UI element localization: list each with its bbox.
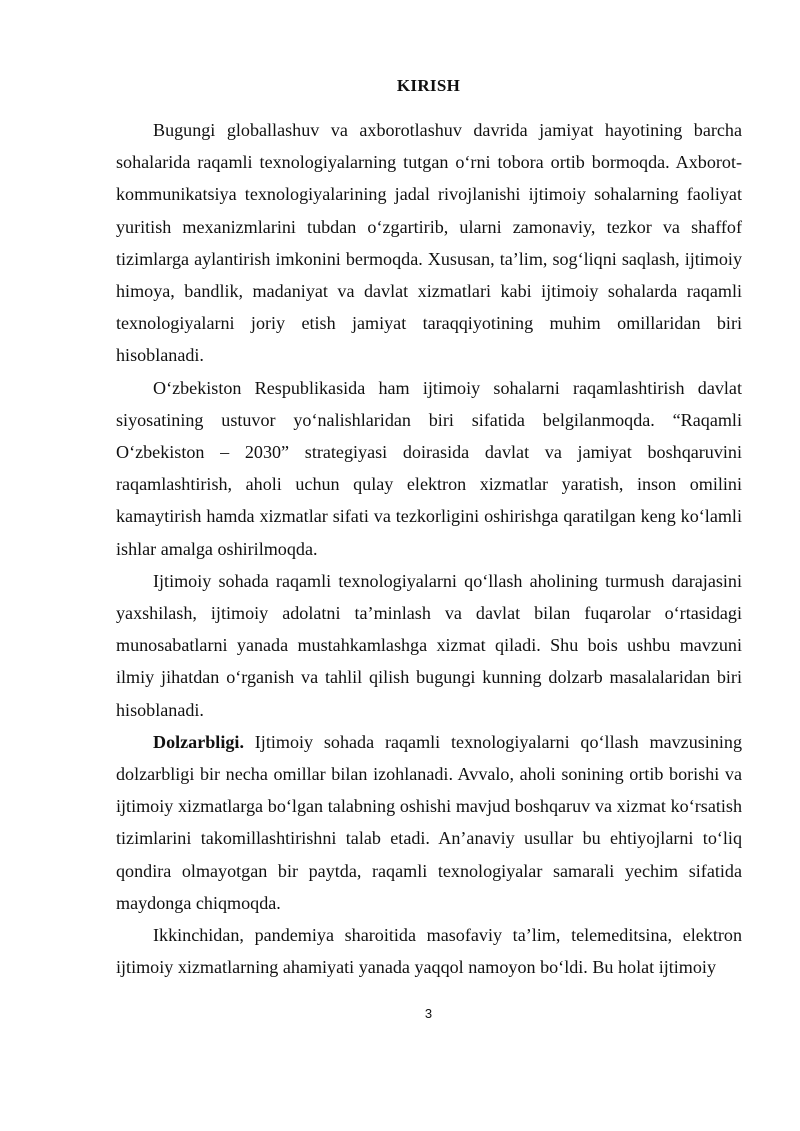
paragraph-text: Ijtimoiy sohada raqamli texnologiyalarni qo‘llash mavzusining dolzarbligi bir necha omillar bilan izohlanadi. Avvalo, aholi sonining ortib borishi va ijtimoiy xizmatlarga bo‘lgan talabning oshishi mavjud boshqaruv va xizmat ko‘rsatish tizimlarini takomillashtirishni talab etadi. An’anaviy usullar bu ehtiyojlarni to‘liq qondira olmayotgan bir paytda, raqamli texnologiyalar samarali yechim sifatida maydonga chiqmoqda.: [116, 731, 742, 913]
body-text: [116, 114, 742, 983]
paragraph: [116, 565, 742, 726]
paragraph-relevance: [116, 726, 742, 919]
paragraph-text: Bugungi globallashuv va axborotlashuv davrida jamiyat hayotining barcha sohalarida raqamli texnologiyalarning tutgan o‘rni tobora ortib bormoqda. Axborot-kommunikatsiya texnologiyalarining jadal rivojlanishi ijtimoiy sohalarning faoliyat yuritish mexanizmlarini tubdan o‘zgartirib, ularni zamonaviy, tezkor va shaffof tizimlarga aylantirish imkonini bermoqda. Xususan, ta’lim, sog‘liqni saqlash, ijtimoiy himoya, bandlik, madaniyat va davlat xizmatlari kabi ijtimoiy sohalarda raqamli texnologiyalarni joriy etish jamiyat taraqqiyotining muhim omillaridan biri hisoblanadi.: [116, 120, 742, 366]
page-number: 3: [424, 1006, 433, 1021]
paragraph-text: O‘zbekiston Respublikasida ham ijtimoiy sohalarni raqamlashtirish davlat siyosatining ustuvor yo‘nalishlaridan biri sifatida belgilanmoqda. “Raqamli O‘zbekiston – 2030” strategiyasi doirasida davlat va jamiyat boshqaruvini raqamlashtirish, aholi uchun qulay elektron xizmatlar yaratish, inson omilini kamaytirish hamda xizmatlar sifati va tezkorligini oshirishga qaratilgan keng ko‘lamli ishlar amalga oshirilmoqda.: [116, 377, 742, 559]
paragraph: [116, 919, 742, 983]
paragraph-text: Ikkinchidan, pandemiya sharoitida masofaviy ta’lim, telemeditsina, elektron ijtimoiy xizmatlarning ahamiyati yanada yaqqol namoyon bo‘ldi. Bu holat ijtimoiy: [116, 925, 742, 978]
paragraph: [116, 372, 742, 565]
paragraph-text: Ijtimoiy sohada raqamli texnologiyalarni qo‘llash aholining turmush darajasini yaxshilash, ijtimoiy adolatni ta’minlash va davlat bilan fuqarolar o‘rtasidagi munosabatlarni yanada mustahkamlashga xizmat qiladi. Shu bois ushbu mavzuni ilmiy jihatdan o‘rganish va tahlil qilish bugungi kunning dolzarb masalalaridan biri hisoblanadi.: [116, 570, 742, 720]
section-title: KIRISH: [396, 76, 461, 95]
paragraph: [116, 114, 742, 372]
paragraph-lead: Dolzarbligi.: [153, 731, 244, 752]
